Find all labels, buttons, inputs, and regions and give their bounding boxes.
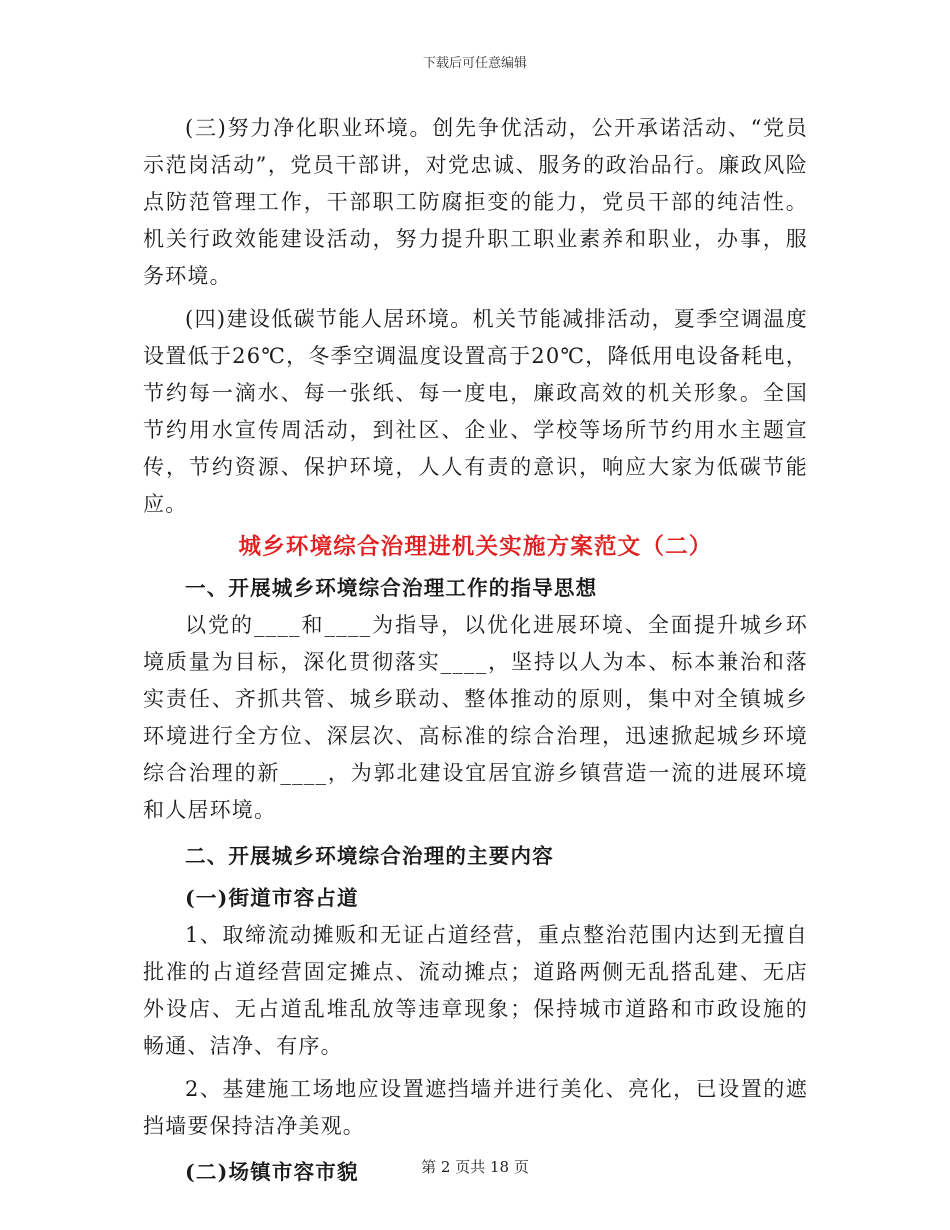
section-title: 城乡环境综合治理进机关实施方案范文（二） bbox=[238, 534, 713, 560]
page-number: 第 2 页共 18 页 bbox=[421, 1158, 529, 1176]
header-note: 下载后可任意编辑 bbox=[422, 56, 527, 71]
paragraph-low-carbon: (四)建设低碳节能人居环境。机关节能减排活动，夏季空调温度设置低于26℃，冬季空调温度设置高于20℃，降低用电设备耗电，节约每一滴水、每一张纸、每一度电，廉政高效的机关形象。全国节约用水宣传周活动，到社区、企业、学校等场所节约用水主题宣传，节约资源、保护环境，人人有责的意识，响应大家为低碳节能应。 bbox=[143, 307, 808, 516]
document-body bbox=[143, 110, 808, 1195]
heading-town-appearance: (二)场镇市容市貌 bbox=[185, 1160, 359, 1184]
heading-guiding-ideology: 一、开展城乡环境综合治理工作的指导思想 bbox=[185, 576, 598, 600]
paragraph-work-environment: (三)努力净化职业环境。创先争优活动，公开承诺活动、“党员示范岗活动”，党员干部讲，对党忠诚、服务的政治品行。廉政风险点防范管理工作，干部职工防腐拒变的能力，党员干部的纯洁性。机关行政效能建设活动，努力提升职工职业素养和职业，办事，服务环境。 bbox=[143, 116, 808, 288]
heading-main-content: 二、开展城乡环境综合治理的主要内容 bbox=[185, 844, 554, 868]
heading-street-appearance: (一)街道市容占道 bbox=[185, 886, 359, 910]
paragraph-item-2: 2、基建施工场地应设置遮挡墙并进行美化、亮化，已设置的遮挡墙要保持洁净美观。 bbox=[143, 1077, 808, 1138]
paragraph-item-1: 1、取缔流动摊贩和无证占道经营，重点整治范围内达到无擅自批准的占道经营固定摊点、流动摊点；道路两侧无乱搭乱建、无店外设店、无占道乱堆乱放等违章现象；保持城市道路和市政设施的畅通、洁净、有序。 bbox=[143, 923, 808, 1058]
paragraph-guiding-ideology: 以党的____和____为指导，以优化进展环境、全面提升城乡环境质量为目标，深化贯彻落实____，坚持以人为本、标本兼治和落实责任、齐抓共管、城乡联动、整体推动的原则，集中对全镇城乡环境进行全方位、深层次、高标准的综合治理，迅速掀起城乡环境综合治理的新____，为郭北建设宜居宜游乡镇营造一流的进展环境和人居环境。 bbox=[143, 613, 808, 822]
